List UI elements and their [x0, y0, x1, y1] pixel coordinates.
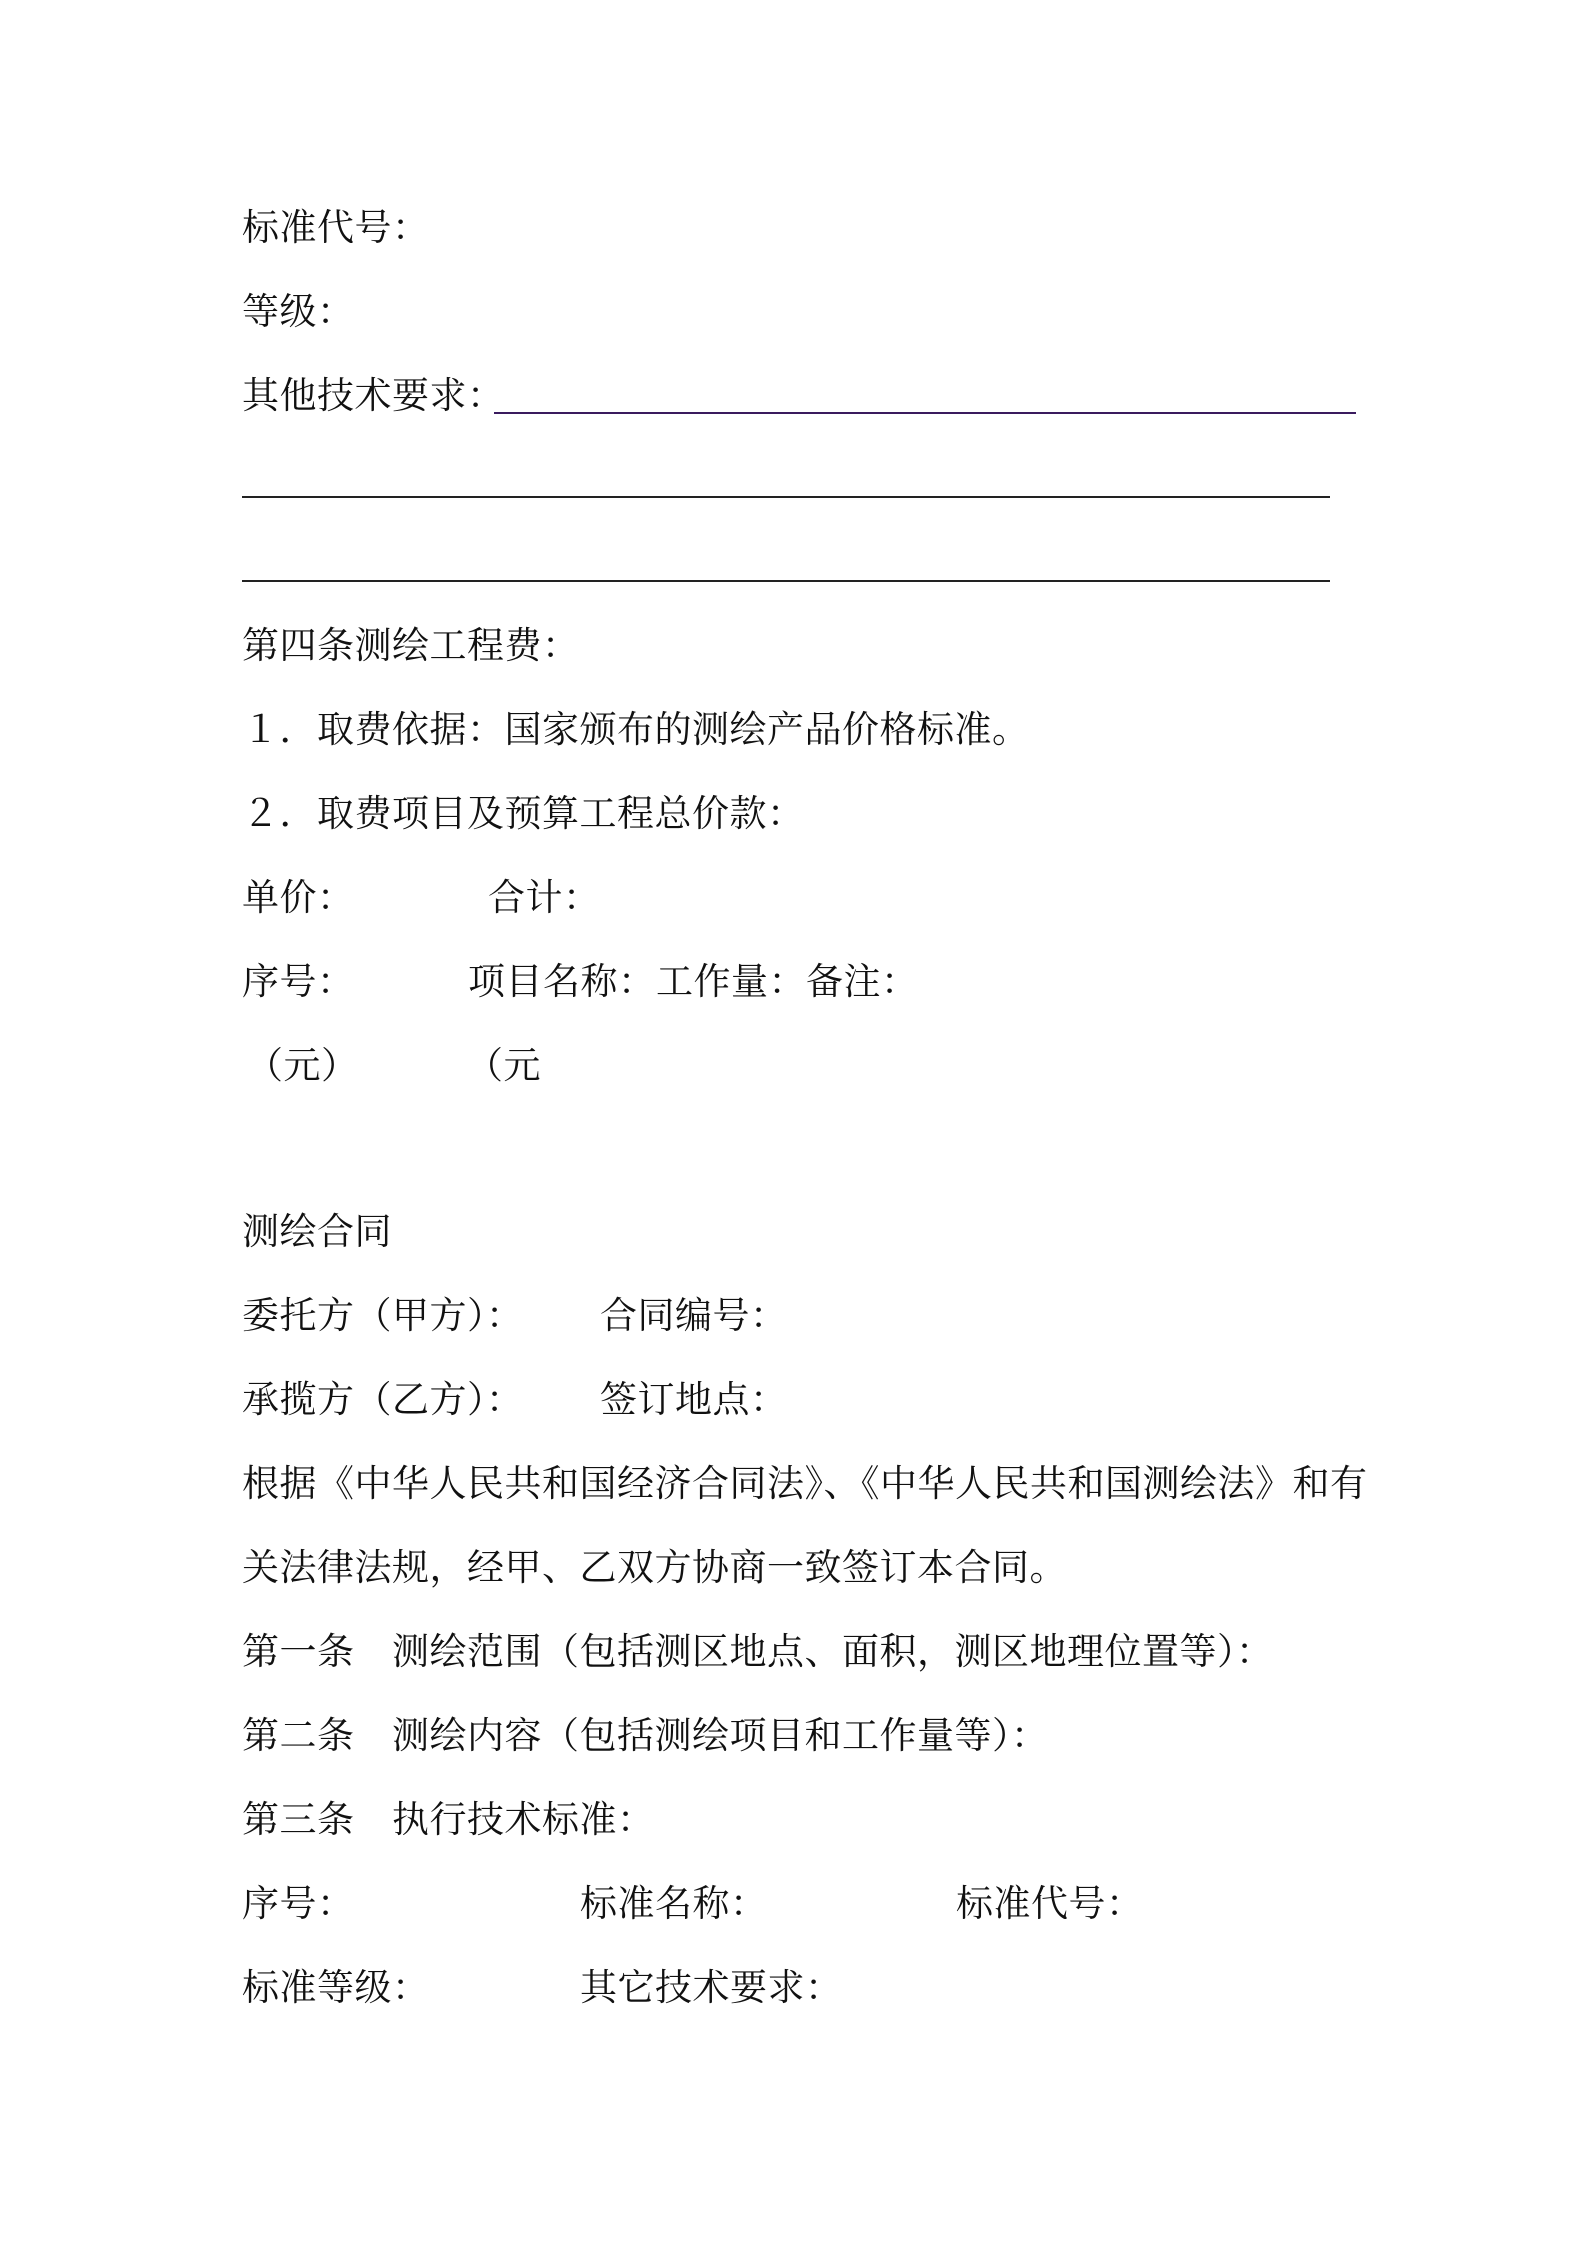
- unit-price-label: 单价：: [242, 876, 355, 919]
- project-name-label: 项目名称：: [468, 960, 656, 1003]
- article1-label: 第一条: [242, 1630, 355, 1673]
- article2-label: 第二条: [242, 1714, 355, 1757]
- article4-item1: １．取费依据：国家颁布的测绘产品价格标准。: [242, 708, 1030, 751]
- standard-code-label-2: 标准代号：: [956, 1882, 1144, 1925]
- remarks-label: 备注：: [806, 960, 919, 1003]
- preamble-line-2: 关法律法规，经甲、乙双方协商一致签订本合同。: [242, 1546, 1067, 1589]
- contract-no-label: 合同编号：: [600, 1294, 788, 1337]
- standard-serial-label: 序号：: [242, 1882, 355, 1925]
- standard-name-label: 标准名称：: [580, 1882, 768, 1925]
- article3-label: 第三条: [242, 1798, 355, 1841]
- blank-line-2: [242, 580, 1330, 582]
- article3-text: 执行技术标准：: [392, 1798, 655, 1841]
- other-tech-requirements-label: 其它技术要求：: [580, 1966, 843, 2009]
- yuan-unit-1: （元）: [246, 1044, 359, 1087]
- article4-item2: ２．取费项目及预算工程总价款：: [242, 792, 805, 835]
- other-requirements-label: 其他技术要求：: [242, 374, 505, 417]
- serial-label: 序号：: [242, 960, 355, 1003]
- article2-text: 测绘内容（包括测绘项目和工作量等）：: [392, 1714, 1049, 1757]
- grade-label: 等级：: [242, 290, 355, 333]
- blank-line-1: [242, 496, 1330, 498]
- total-label: 合计：: [488, 876, 601, 919]
- standard-code-label: 标准代号：: [242, 206, 430, 249]
- party-b-label: 承揽方（乙方）：: [242, 1378, 524, 1421]
- preamble-line-1: 根据《中华人民共和国经济合同法》、《中华人民共和国测绘法》和有: [242, 1462, 1368, 1505]
- contract-title: 测绘合同: [242, 1210, 392, 1253]
- sign-place-label: 签订地点：: [600, 1378, 788, 1421]
- article1-text: 测绘范围（包括测区地点、面积，测区地理位置等）：: [392, 1630, 1274, 1673]
- other-requirements-underline: [494, 412, 1356, 414]
- workload-label: 工作量：: [656, 960, 806, 1003]
- party-a-label: 委托方（甲方）：: [242, 1294, 524, 1337]
- article4-title: 第四条测绘工程费：: [242, 624, 580, 667]
- standard-grade-label: 标准等级：: [242, 1966, 430, 2009]
- yuan-unit-2: （元: [466, 1044, 541, 1087]
